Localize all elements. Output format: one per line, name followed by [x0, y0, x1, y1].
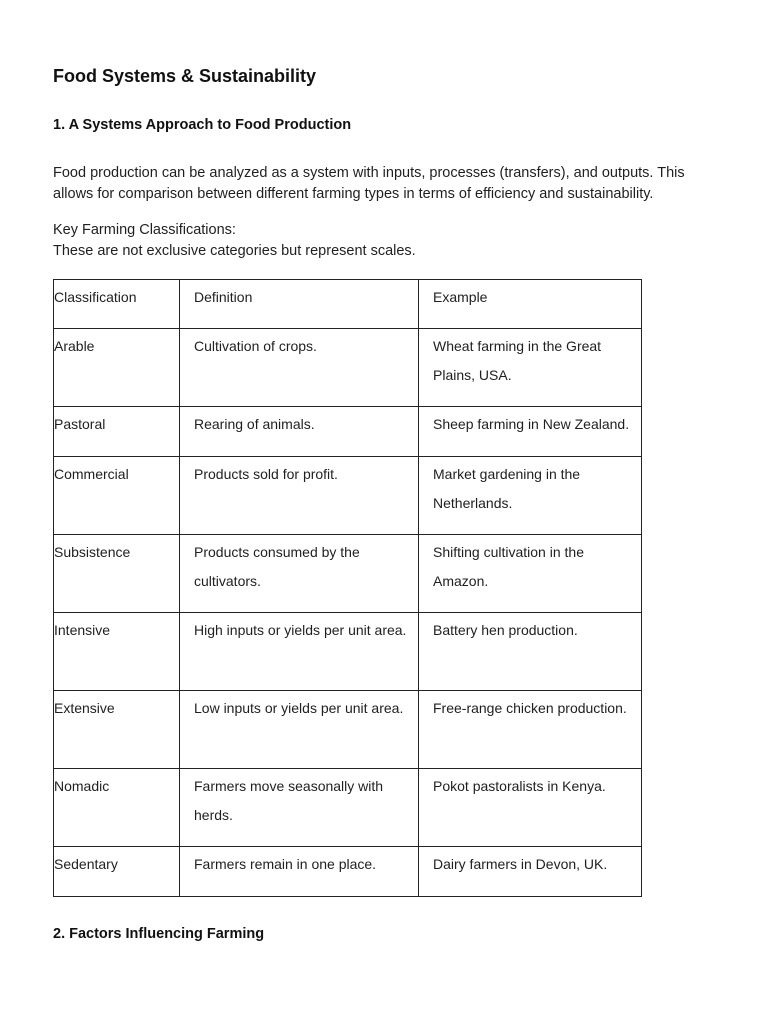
example-cell: Market gardening in the Netherlands.	[419, 457, 642, 535]
key-classifications-label: Key Farming Classifications:	[53, 222, 236, 238]
table-row	[54, 769, 642, 847]
example-cell: Sheep farming in New Zealand.	[419, 407, 642, 457]
definition-cell: Farmers move seasonally with herds.	[180, 769, 419, 847]
definition-cell: Low inputs or yields per unit area.	[180, 691, 419, 769]
document-title: Food Systems & Sustainability	[53, 66, 317, 86]
key-classifications-note: These are not exclusive categories but represent scales.	[53, 243, 416, 259]
classification-cell: Subsistence	[54, 535, 180, 613]
table-row	[54, 457, 642, 535]
classification-cell: Commercial	[54, 457, 180, 535]
example-cell: Dairy farmers in Devon, UK.	[419, 847, 642, 897]
definition-cell: Cultivation of crops.	[180, 329, 419, 407]
table-header-cell: Example	[419, 280, 642, 329]
intro-paragraph	[53, 163, 733, 205]
table-header-row	[54, 280, 642, 329]
section-heading-factors: 2. Factors Influencing Farming	[53, 926, 265, 942]
example-cell: Pokot pastoralists in Kenya.	[419, 769, 642, 847]
table-row	[54, 329, 642, 407]
table-row	[54, 407, 642, 457]
section-heading-systems-approach: 1. A Systems Approach to Food Production	[53, 117, 352, 133]
definition-cell: Products sold for profit.	[180, 457, 419, 535]
table-row	[54, 847, 642, 897]
classification-cell: Sedentary	[54, 847, 180, 897]
definition-cell: Products consumed by the cultivators.	[180, 535, 419, 613]
classification-cell: Nomadic	[54, 769, 180, 847]
table-header-cell: Classification	[54, 280, 180, 329]
intro-line: Food production can be analyzed as a system with inputs, processes (transfers), and outputs. This	[53, 165, 685, 181]
classification-cell: Pastoral	[54, 407, 180, 457]
example-cell: Wheat farming in the Great Plains, USA.	[419, 329, 642, 407]
intro-line: allows for comparison between different farming types in terms of efficiency and sustainability.	[53, 186, 654, 202]
table-header-cell: Definition	[180, 280, 419, 329]
key-classifications-paragraph	[53, 220, 733, 262]
example-cell: Shifting cultivation in the Amazon.	[419, 535, 642, 613]
example-cell: Battery hen production.	[419, 613, 642, 691]
farming-classification-table	[53, 279, 642, 897]
table-row	[54, 535, 642, 613]
definition-cell: High inputs or yields per unit area.	[180, 613, 419, 691]
classification-cell: Intensive	[54, 613, 180, 691]
table-row	[54, 691, 642, 769]
definition-cell: Rearing of animals.	[180, 407, 419, 457]
classification-cell: Arable	[54, 329, 180, 407]
definition-cell: Farmers remain in one place.	[180, 847, 419, 897]
example-cell: Free-range chicken production.	[419, 691, 642, 769]
classification-cell: Extensive	[54, 691, 180, 769]
table-row	[54, 613, 642, 691]
